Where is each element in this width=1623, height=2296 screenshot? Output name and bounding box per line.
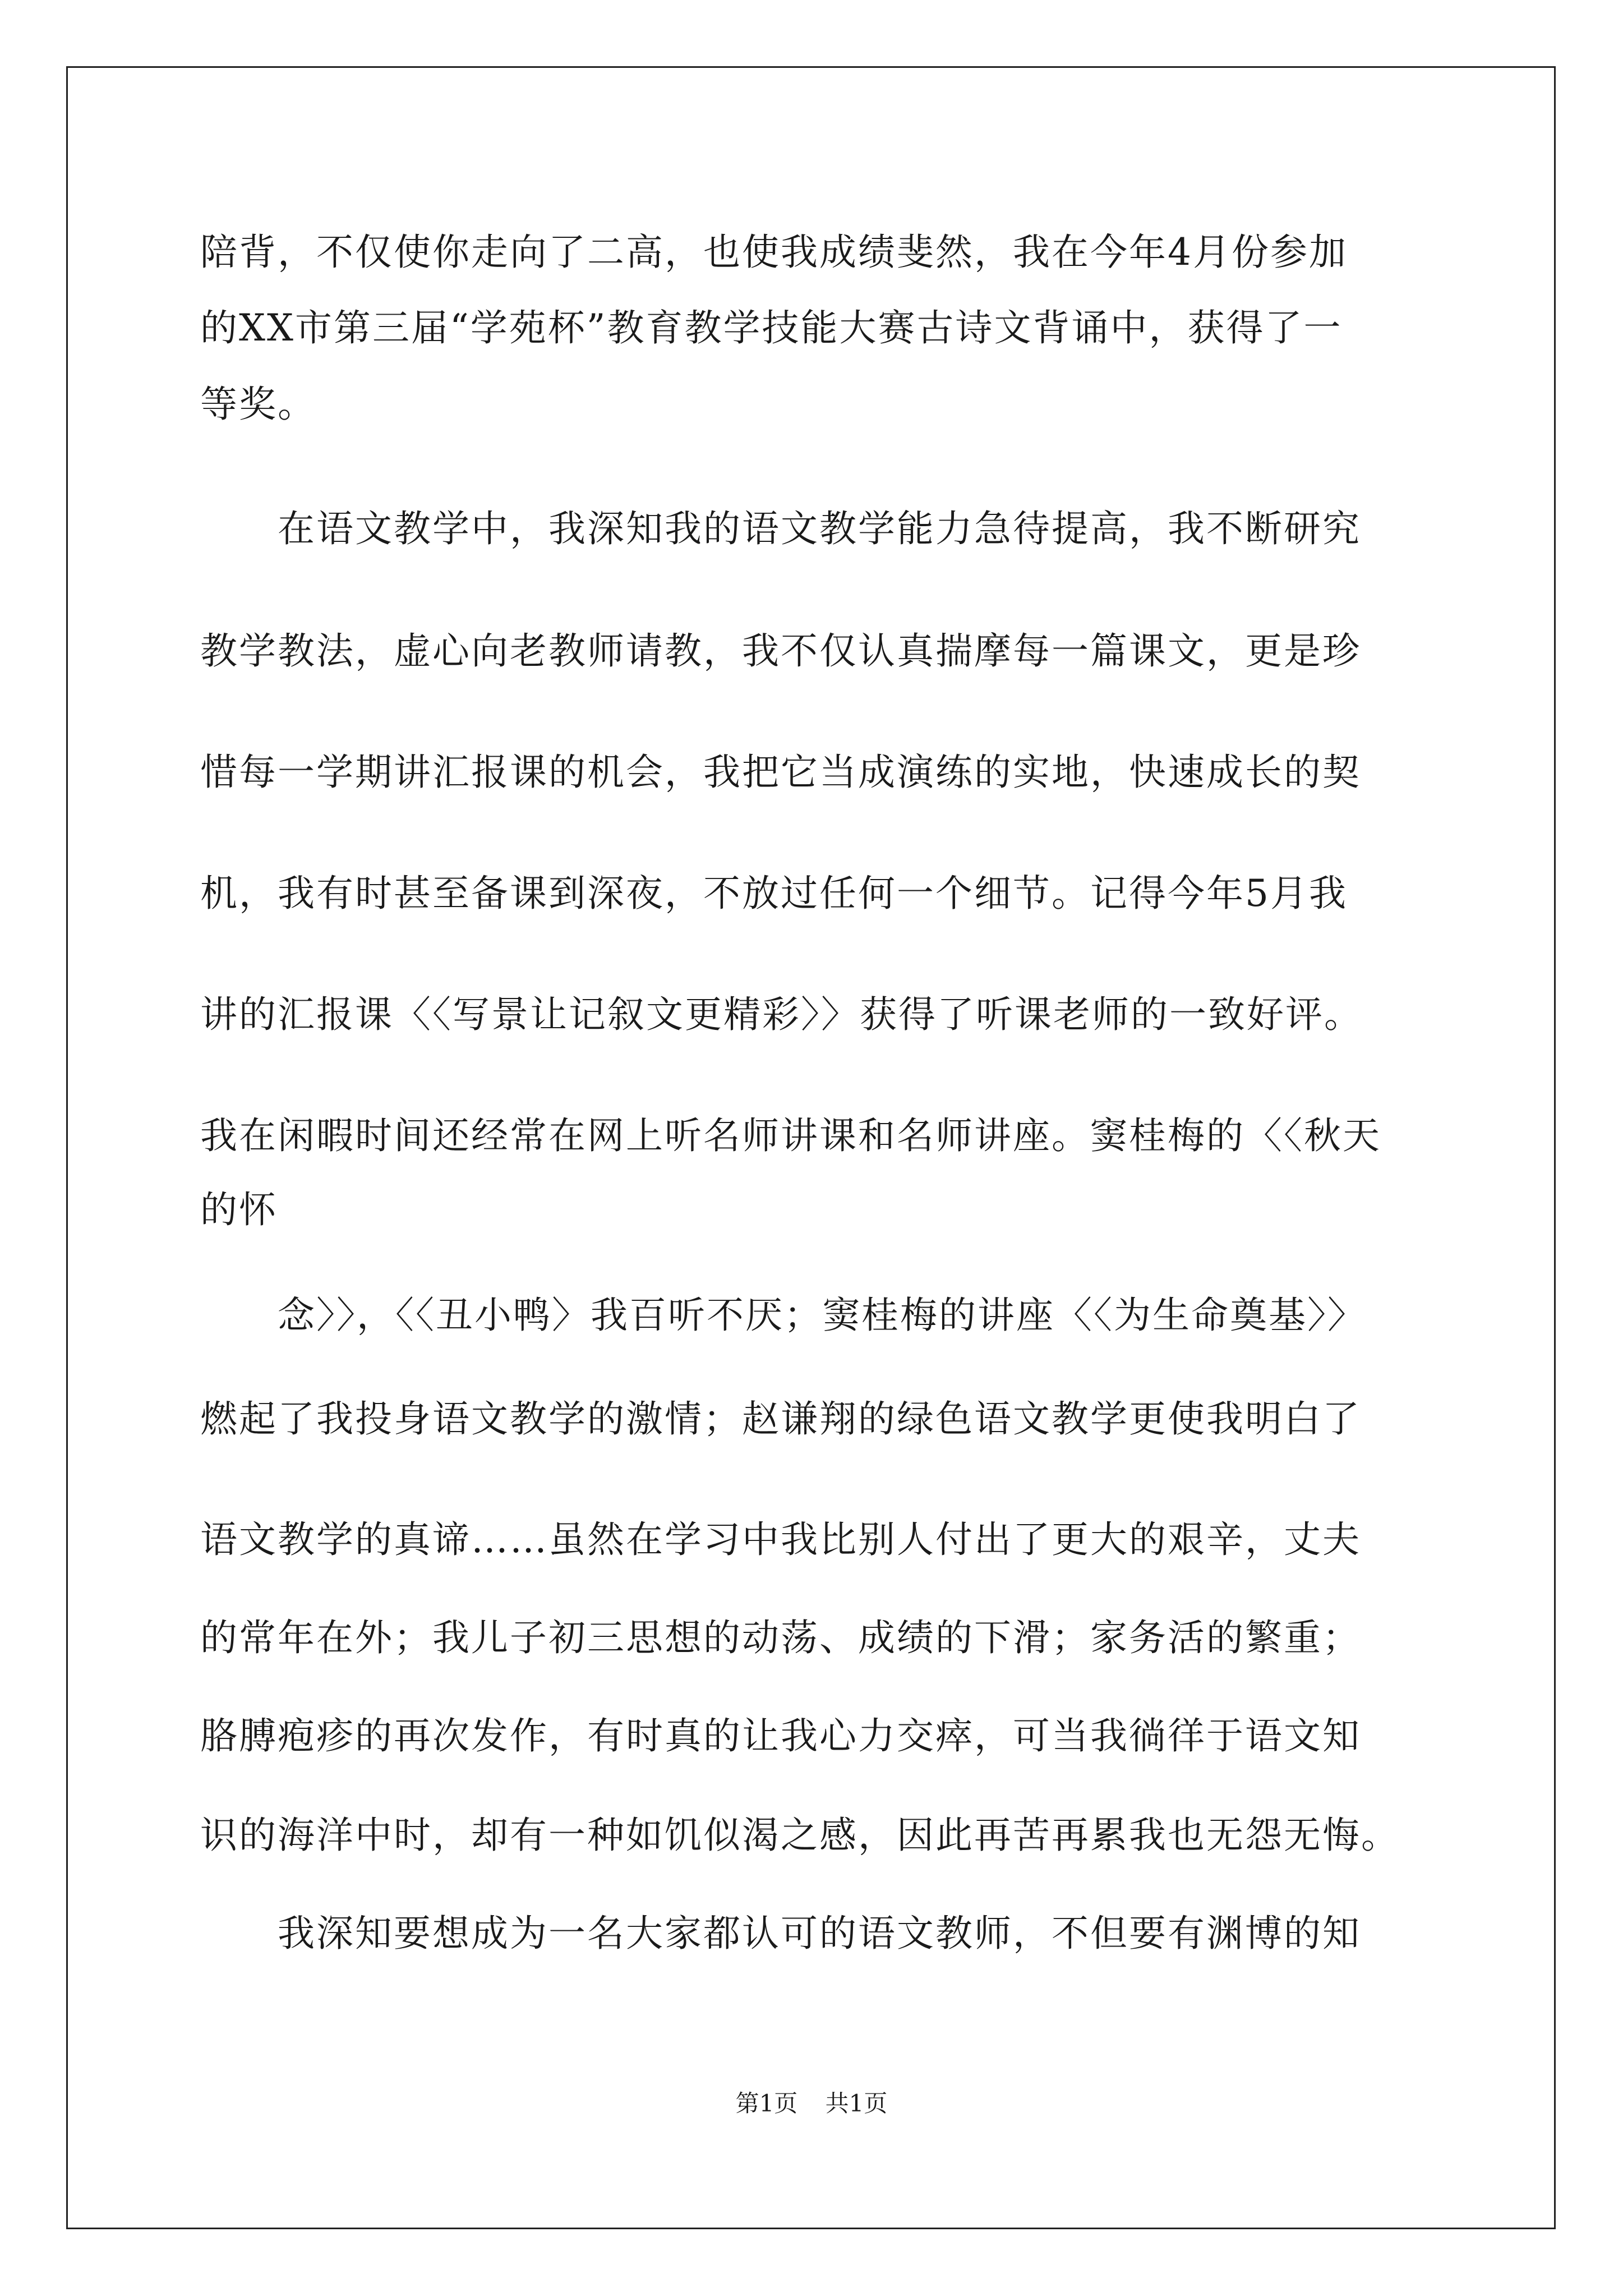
text-line-10: 的怀 — [200, 1188, 278, 1231]
text-line-13: 语文教学的真谛……虽然在学习中我比别人付出了更大的艰辛，丈夫 — [200, 1518, 1361, 1561]
page-total: 共1页 — [825, 2090, 888, 2117]
text-line-1: 陪背，不仅使你走向了二高，也使我成绩斐然，我在今年4月份参加 — [200, 231, 1348, 274]
text-line-11: 念〉〉，〈〈丑小鸭〉我百听不厌；窦桂梅的讲座〈〈为生命奠基〉〉 — [278, 1294, 1366, 1337]
text-line-5: 教学教法，虚心向老教师请教，我不仅认真揣摩每一篇课文，更是珍 — [200, 629, 1361, 673]
text-line-2: 的XX市第三届“学苑杯”教育教学技能大赛古诗文背诵中，获得了一 — [200, 306, 1343, 349]
text-line-12: 燃起了我投身语文教学的激情；赵谦翔的绿色语文教学更使我明白了 — [200, 1397, 1361, 1441]
text-line-16: 识的海洋中时，却有一种如饥似渴之感，因此再苦再累我也无怨无悔。 — [200, 1814, 1400, 1857]
text-line-14: 的常年在外；我儿子初三思想的动荡、成绩的下滑；家务活的繁重； — [200, 1616, 1361, 1659]
text-line-3: 等奖。 — [200, 383, 316, 426]
text-line-9: 我在闲暇时间还经常在网上听名师讲课和名师讲座。窦桂梅的〈〈秋天 — [200, 1114, 1381, 1157]
text-line-8: 讲的汇报课〈〈写景让记叙文更精彩〉〉获得了听课老师的一致好评。 — [200, 993, 1363, 1036]
text-line-17: 我深知要想成为一名大家都认可的语文教师，不但要有渊博的知 — [278, 1912, 1361, 1955]
page-number: 第1页 — [735, 2090, 798, 2117]
text-line-4: 在语文教学中，我深知我的语文教学能力急待提高，我不断研究 — [278, 507, 1361, 550]
text-line-7: 机，我有时甚至备课到深夜，不放过任何一个细节。记得今年5月我 — [200, 872, 1348, 915]
page-footer — [0, 2087, 1623, 2120]
text-line-15: 胳膊疱疹的再次发作，有时真的让我心力交瘁，可当我徜徉于语文知 — [200, 1714, 1361, 1757]
text-line-6: 惜每一学期讲汇报课的机会，我把它当成演练的实地，快速成长的契 — [200, 751, 1361, 794]
